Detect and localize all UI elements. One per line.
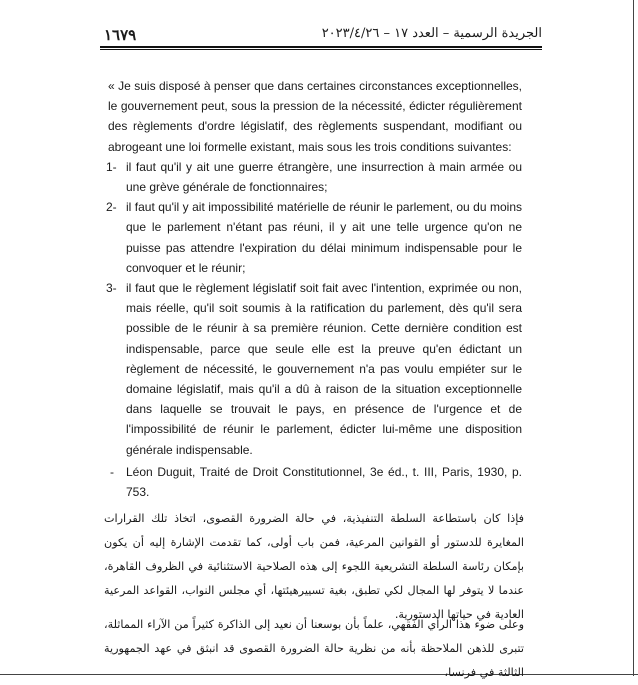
condition-number: 1- [106,159,117,174]
arabic-paragraph-2: وعلى ضوء هذا الرأي الفقهي، علماً بأن بوسعنا أن نعيد إلى الذاكرة كثيراً من الآراء المماثلة، تتبرى للذهن الملاحظة بأنه من نظرية حالة الضرورة القصوى قد انبثق في عهد الجمهورية الثالثة في فرنسا، [104,618,524,680]
condition-2 [108,197,522,278]
header-rule-thin [100,49,542,50]
arabic-paragraph-1: فإذا كان باستطاعة السلطة التنفيذية، في حالة الضرورة القصوى، اتخاذ تلك القرارات المغايرة للدستور أو القوانين المرعية، فمن باب أولى، كما تقدمت الإشارة إليه أن يكون بإمكان رئاسة السلطة التشريعية اللجوء إلى هذه الصلاحية الاستثنائية في الظروف القاهرة، عندما لا يتوفر لها المجال لكي تطبق، بغية تسييرهيئتها، أي مجلس النواب، القواعد المرعية العادية في حياتها الدستورية. [104,512,524,622]
condition-number: 2- [106,200,117,215]
page-edge-right [633,0,634,676]
condition-text: il faut qu'il y ait impossibilité matérielle de réunir le parlement, ou du moins que le parlement n'étant pas réuni, il y ait une telle urgence qu'on ne puisse pas attendre l'expiration du délai minimum indispensable pour le convoquer et le réunir; [126,200,522,275]
running-head: الجريدة الرسمية – العدد ١٧ – ٢٠٢٣/٤/٢٦ [321,26,542,41]
french-quotation [108,76,522,502]
citation-text: Léon Duguit, Traité de Droit Constitutionnel, 3e éd., t. III, Paris, 1930, p. 753. [126,464,522,500]
page-header [100,22,542,46]
page-number: ١٦٧٩ [104,26,137,44]
citation [108,462,522,502]
condition-number: 3- [106,281,117,296]
quotation-intro: « Je suis disposé à penser que dans certaines circonstances exceptionnelles, le gouvernement peut, sous la pression de la nécessité, édicter régulièrement des règlements d'ordre législatif, des règlements suspendant, modifiant ou abrogeant une loi formelle existant, mais sous les trois conditions suivantes: [108,79,522,154]
citation-dash: - [110,464,114,479]
condition-text: il faut qu'il y ait une guerre étrangère, une insurrection à main armée ou une grève générale de fonctionnaires; [126,159,522,195]
condition-text: il faut que le règlement législatif soit fait avec l'intention, exprimée ou non, mais réelle, qu'il soit soumis à la ratification du parlement, dès qu'il sera possible de le réunir à sa première réunion. Cette dernière condition est indispensable, parce que seule elle est la preuve qu'en édictant un règlement de nécessité, le gouvernement n'a pas voulu empiéter sur le domaine législatif, mais qu'il a dû à raison de la situation exceptionnelle dans laquelle se trouvait le pays, en présence de l'urgence et de l'impossibilité de réunir le parlement, édicter lui-même une disposition générale indispensable. [126,281,522,457]
header-rule-thick [100,46,542,48]
condition-1 [108,157,522,197]
condition-3 [108,278,522,460]
